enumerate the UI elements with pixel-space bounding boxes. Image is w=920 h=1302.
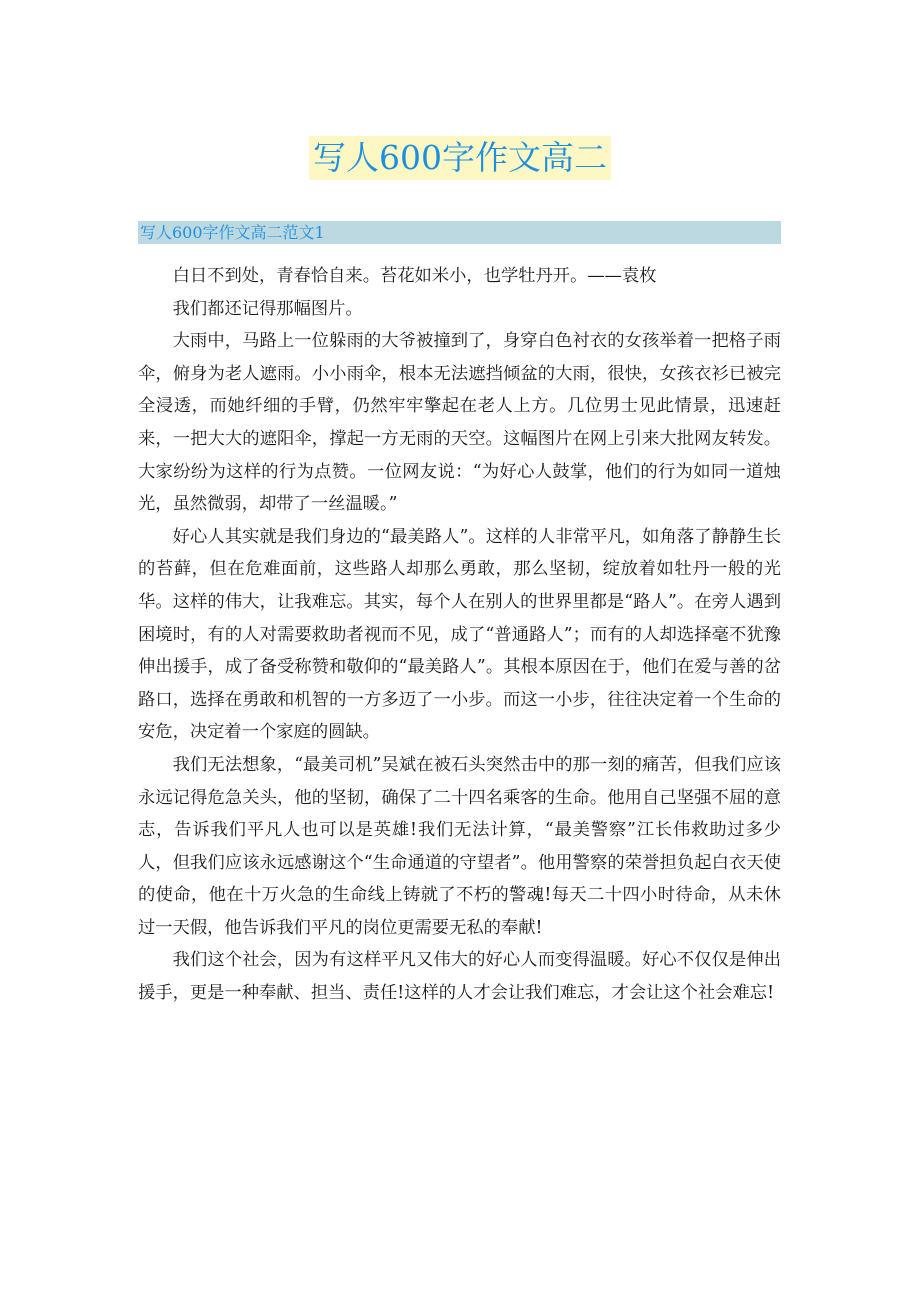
- document-title: 写人600字作文高二: [309, 136, 611, 180]
- article-body: [138, 260, 781, 1010]
- section-header-bar: [138, 221, 781, 244]
- paragraph: 我们都还记得那幅图片。: [172, 298, 363, 319]
- epigraph-quote: 白日不到处，青春恰自来。苔花如米小，也学牡丹开。——袁枚: [172, 266, 657, 286]
- section-title: 写人600字作文高二范文1: [140, 223, 325, 242]
- paragraph: 大雨中，马路上一位躲雨的大爷被撞到了，身穿白色衬衣的女孩举着一把格子雨伞，俯身为老人遮雨。小小雨伞，根本无法遮挡倾盆的大雨，很快，女孩衣衫已被完全浸透，而她纤细的手臂，仍然牢牢擎起在老人上方。几位男士见此情景，迅速赶来，一把大大的遮阳伞，撑起一方无雨的天空。这幅图片在网上引来大批网友转发。大家纷纷为这样的行为点赞。一位网友说：“为好心人鼓掌，他们的行为如同一道烛光，虽然微弱，却带了一丝温暖。”: [138, 331, 781, 515]
- paragraph: 好心人其实就是我们身边的“最美路人”。这样的人非常平凡，如角落了静静生长的苔藓，但在危难面前，这些路人却那么勇敢，那么坚韧，绽放着如牡丹一般的光华。这样的伟大，让我难忘。其实，每个人在别人的世界里都是“路人”。在旁人遇到困境时，有的人对需要救助者视而不见，成了“普通路人”；而有的人却选择毫不犹豫伸出援手，成了备受称赞和敬仰的“最美路人”。其根本原因在于，他们在爱与善的岔路口，选择在勇敢和机智的一方多迈了一小步。而这一小步，往往决定着一个生命的安危，决定着一个家庭的圆缺。: [138, 526, 781, 743]
- title-container: [0, 136, 920, 180]
- paragraph: 我们无法想象，“最美司机”吴斌在被石头突然击中的那一刻的痛苦，但我们应该永远记得危急关头，他的坚韧，确保了二十四名乘客的生命。他用自己坚强不屈的意志，告诉我们平凡人也可以是英雄!我们无法计算，“最美警察”江长伟救助过多少人，但我们应该永远感谢这个“生命通道的守望者”。他用警察的荣誉担负起白衣天使的使命，他在十万火急的生命线上铸就了不朽的警魂!每天二十四小时待命，从未休过一天假，他告诉我们平凡的岗位更需要无私的奉献!: [138, 754, 781, 938]
- paragraph: 我们这个社会，因为有这样平凡又伟大的好心人而变得温暖。好心不仅仅是伸出援手，更是一种奉献、担当、责任!这样的人才会让我们难忘，才会让这个社会难忘!: [138, 950, 781, 1004]
